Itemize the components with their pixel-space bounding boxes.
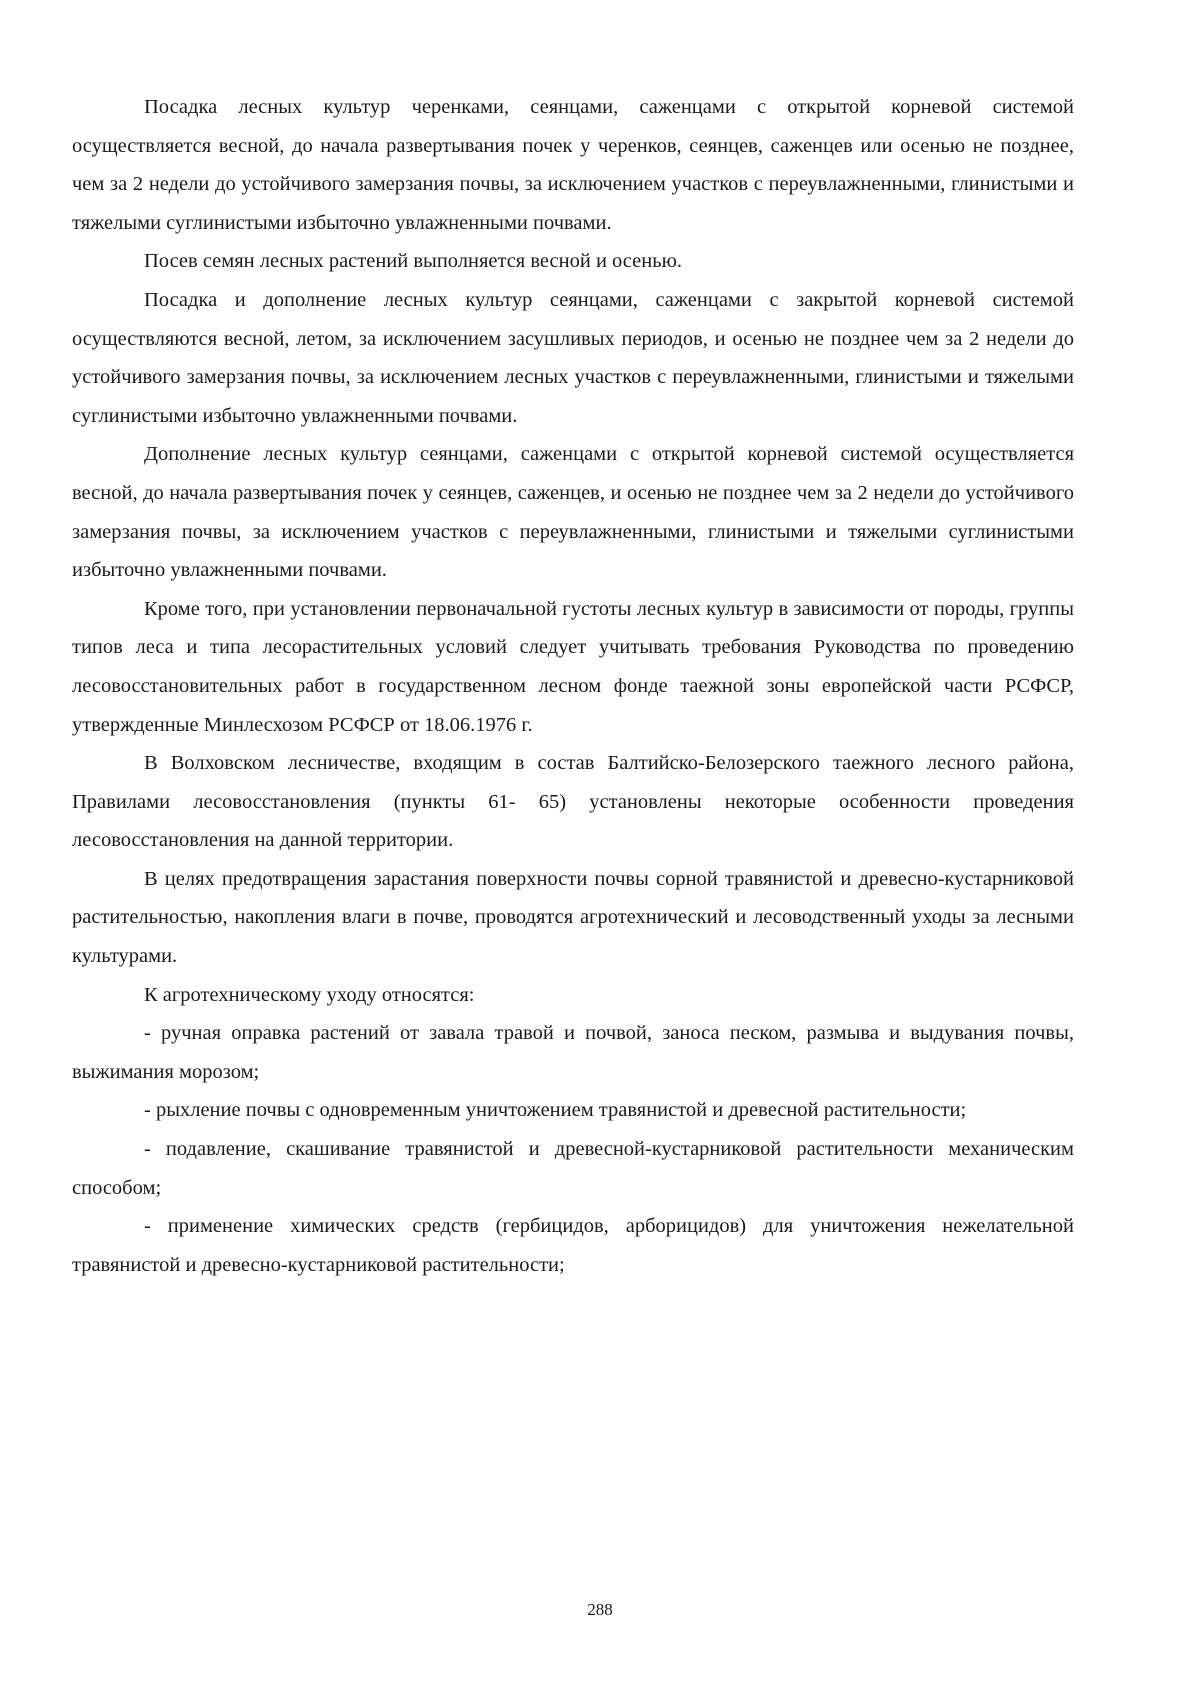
paragraph-supplement-open-root: Дополнение лесных культур сеянцами, саженцами с открытой корневой системой осуществляется весной, до начала развертывания почек у сеянцев, саженцев, и осенью не позднее чем за 2 недели до устойчивого замерзания почвы, за исключением участков с переувлажненными, глинистыми и тяжелыми суглинистыми избыточно увлажненными почвами. [72, 443, 1074, 582]
list-item-manual-straightening: - ручная оправка растений от завала травой и почвой, заноса песком, размыва и выдувания почвы, выжимания морозом; [72, 1022, 1074, 1083]
page-number: 288 [587, 1600, 613, 1619]
paragraph-volkhov-forestry: В Волховском лесничестве, входящим в состав Балтийско-Белозерского таежного лесного района, Правилами лесовосстановления (пункты 61- 65) установлены некоторые особенности проведения лесовосстановления на данной территории. [72, 752, 1074, 852]
paragraph-planting-open-root: Посадка лесных культур черенками, сеянцами, саженцами с открытой корневой системой осуществляется весной, до начала развертывания почек у черенков, сеянцев, саженцев или осенью не позднее, чем за 2 недели до устойчивого замерзания почвы, за исключением участков с переувлажненными, глинистыми и тяжелыми суглинистыми избыточно увлажненными почвами. [72, 96, 1074, 234]
paragraph-initial-density: Кроме того, при установлении первоначальной густоты лесных культур в зависимости от породы, группы типов леса и типа лесорастительных условий следует учитывать требования Руководства по проведению лесовосстановительных работ в государственном лесном фонде таежной зоны европейской части РСФСР, утвержденные Минлесхозом РСФСР от 18.06.1976 г. [72, 597, 1074, 736]
list-item-chemical-treatment: - применение химических средств (гербицидов, арборицидов) для уничтожения нежелательной травянистой и древесно-кустарниковой растительности; [72, 1215, 1074, 1276]
paragraph-seed-sowing: Посев семян лесных растений выполняется весной и осенью. [144, 250, 683, 273]
body-text [72, 88, 1074, 1284]
list-item-mechanical-mowing: - подавление, скашивание травянистой и древесной-кустарниковой растительности механическим способом; [72, 1138, 1074, 1199]
list-item-soil-loosening: - рыхление почвы с одновременным уничтожением травянистой и древесной растительности; [144, 1099, 967, 1122]
paragraph-planting-closed-root: Посадка и дополнение лесных культур сеянцами, саженцами с закрытой корневой системой осуществляются весной, летом, за исключением засушливых периодов, и осенью не позднее чем за 2 недели до устойчивого замерзания почвы, за исключением лесных участков с переувлажненными, глинистыми и тяжелыми суглинистыми избыточно увлажненными почвами. [72, 288, 1074, 427]
paragraph-care-purpose: В целях предотвращения зарастания поверхности почвы сорной травянистой и древесно-кустарниковой растительностью, накопления влаги в почве, проводятся агротехнический и лесоводственный уходы за лесными культурами. [72, 867, 1074, 968]
paragraph-agrotech-care-intro: К агротехническому уходу относятся: [144, 983, 475, 1006]
